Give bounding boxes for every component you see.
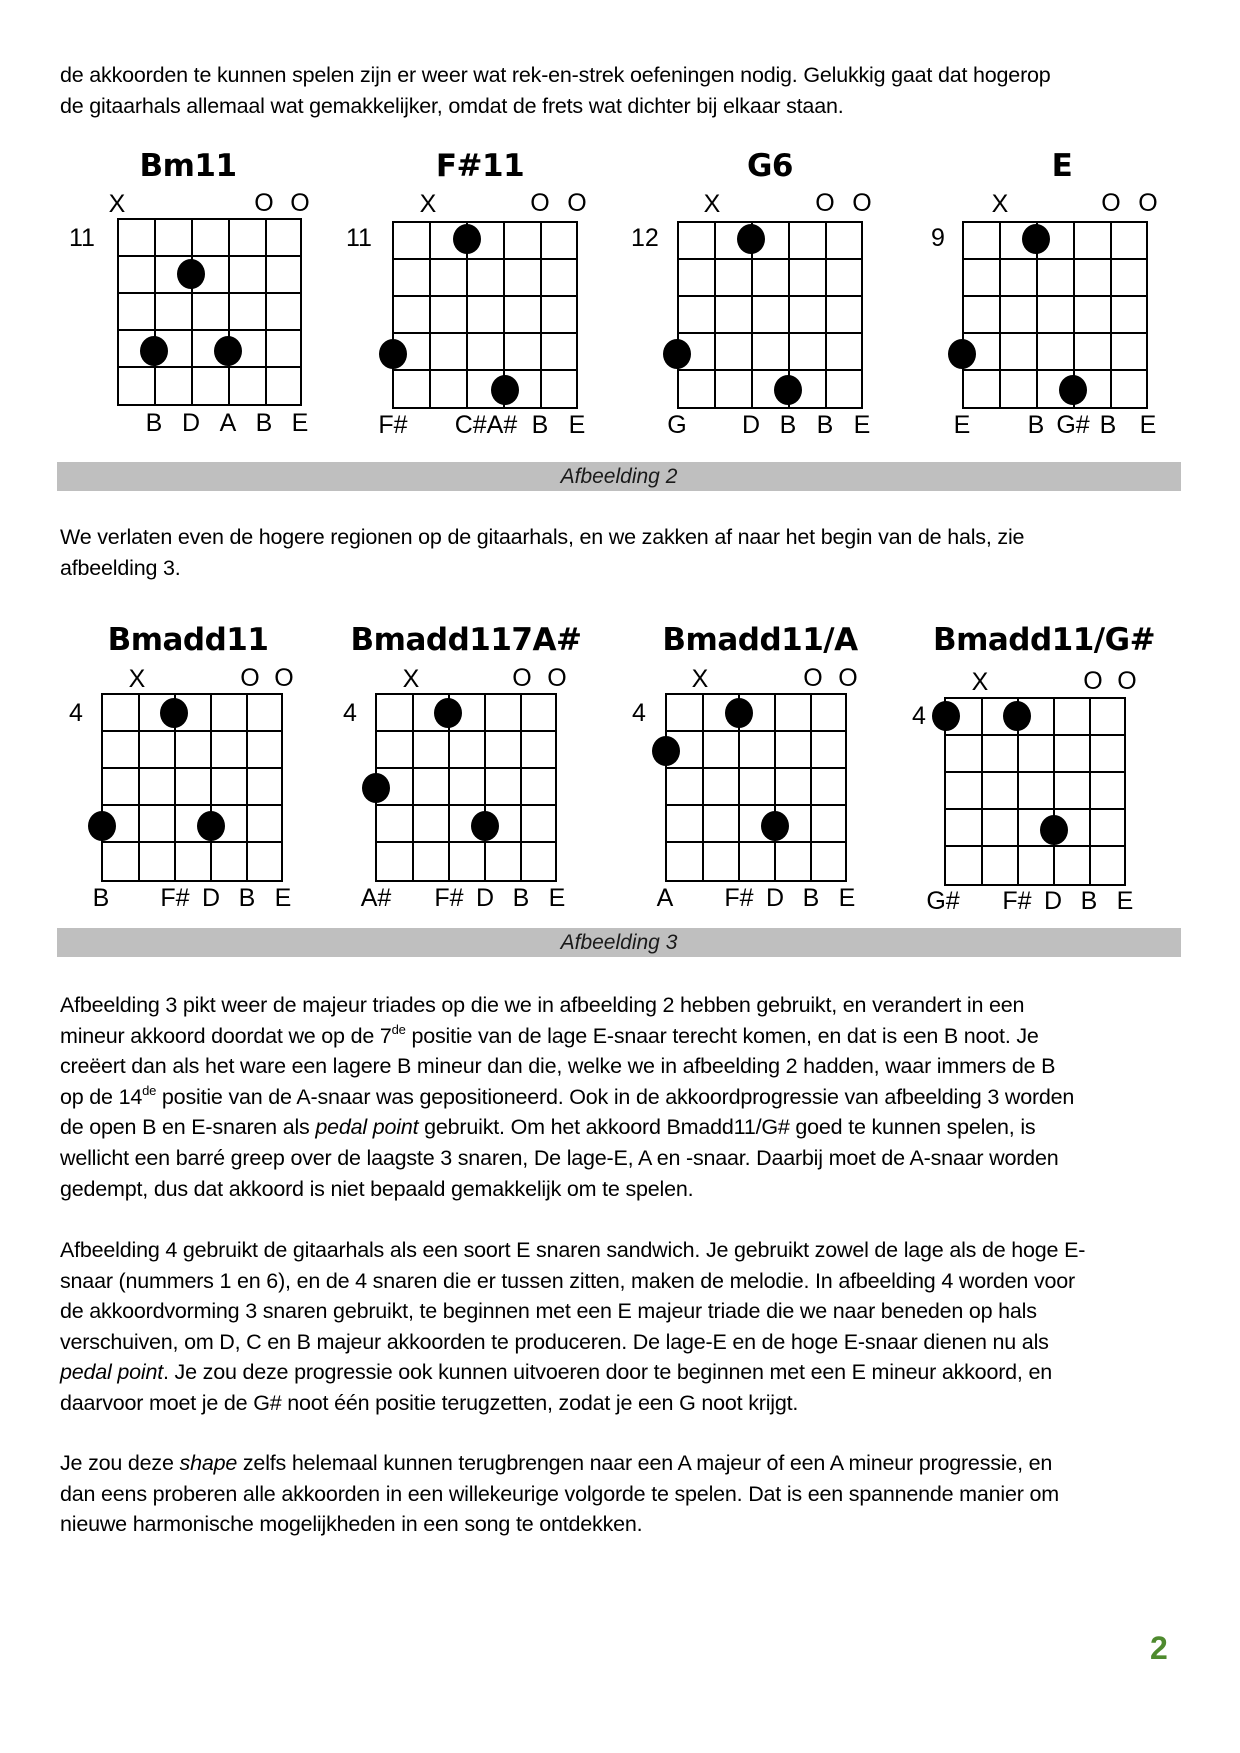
muted-string-marker: X	[419, 190, 437, 218]
open-string-marker: O	[815, 189, 835, 217]
string-note: G	[667, 411, 687, 439]
finger-dot	[932, 701, 960, 731]
fret-position-label: 4	[343, 699, 357, 727]
fretboard-grid	[392, 221, 578, 409]
text-line: gedempt, dus dat akkoord is niet bepaald gemakkelijk om te spelen.	[60, 1176, 694, 1201]
finger-dot	[471, 811, 499, 841]
text-line: op de 14de positie van de A-snaar was gepositioneerd. Ook in de akkoordprogressie van afbeelding 3 worden	[60, 1082, 1075, 1109]
chord-name: Bmadd11/G#	[932, 622, 1156, 658]
open-string-marker: O	[530, 189, 550, 217]
string-note: F#	[434, 884, 464, 912]
text-line: nieuwe harmonische mogelijkheden in een song te ontdekken.	[60, 1512, 643, 1537]
fretboard-grid	[117, 218, 302, 406]
paragraph-3	[60, 990, 1180, 1204]
string-note: E	[838, 884, 856, 912]
text-line: Afbeelding 4 gebruikt de gitaarhals als een soort E snaren sandwich. Je gebruikt zowel de lage als de hoge E-	[60, 1238, 1086, 1262]
string-note: B	[92, 884, 110, 912]
string-note: E	[291, 409, 309, 437]
chord-name: Bmadd117A#	[350, 622, 582, 658]
string-note: B	[145, 409, 163, 437]
text-line: creëert dan als het ware een lagere B mineur dan die, welke we in afbeelding 2 hadden, waar immers de B	[60, 1054, 1056, 1079]
string-note: E	[1116, 887, 1134, 915]
fret-position-label: 4	[69, 699, 83, 727]
string-note: B	[1027, 411, 1045, 439]
finger-dot	[88, 811, 116, 841]
open-string-marker: O	[240, 664, 260, 692]
string-note: A	[656, 884, 674, 912]
open-string-marker: O	[1117, 667, 1137, 695]
fret-position-label: 12	[631, 224, 659, 252]
muted-string-marker: X	[108, 190, 126, 218]
paragraph-2	[60, 522, 1180, 583]
string-note: D	[765, 884, 785, 912]
string-note: F#	[724, 884, 754, 912]
open-string-marker: O	[838, 664, 858, 692]
string-note: A	[219, 409, 237, 437]
string-note: E	[548, 884, 566, 912]
figure-caption: Afbeelding 3	[560, 931, 678, 954]
string-note: D	[475, 884, 495, 912]
paragraph-5	[60, 1448, 1180, 1540]
text-line: de open B en E-snaren als pedal point gebruikt. Om het akkoord Bmadd11/G# goed te kunnen spelen, is	[60, 1115, 1036, 1140]
finger-dot	[737, 224, 765, 254]
figure-caption: Afbeelding 2	[560, 465, 678, 488]
string-note: D	[181, 409, 201, 437]
finger-dot	[948, 339, 976, 369]
string-note: F#	[160, 884, 190, 912]
muted-string-marker: X	[991, 190, 1009, 218]
open-string-marker: O	[512, 664, 532, 692]
chord-name: F#11	[435, 148, 525, 184]
intro-paragraph	[60, 60, 1180, 121]
open-string-marker: O	[274, 664, 294, 692]
string-note: E	[568, 411, 586, 439]
text-line: wellicht een barré greep over de laagste 3 snaren, De lage-E, A en -snaar. Daarbij moet de A-snaar worden	[60, 1145, 1059, 1170]
string-note: B	[255, 409, 273, 437]
string-note: D	[1043, 887, 1063, 915]
string-note: E	[274, 884, 292, 912]
chord-name: E	[1051, 148, 1073, 184]
fret-position-label: 4	[632, 699, 646, 727]
finger-dot	[1040, 815, 1068, 845]
open-string-marker: O	[567, 189, 587, 217]
finger-dot	[214, 336, 242, 366]
figure-caption-bar	[57, 462, 1181, 491]
muted-string-marker: X	[703, 190, 721, 218]
finger-dot	[160, 698, 188, 728]
finger-dot	[725, 698, 753, 728]
finger-dot	[663, 339, 691, 369]
chord-name: Bmadd11	[107, 622, 269, 658]
string-note: B	[238, 884, 256, 912]
finger-dot	[197, 811, 225, 841]
finger-dot	[652, 736, 680, 766]
finger-dot	[140, 336, 168, 366]
fretboard-grid	[665, 693, 847, 882]
string-note: G#	[1056, 411, 1090, 439]
finger-dot	[1003, 701, 1031, 731]
string-note: F#	[1002, 887, 1032, 915]
fretboard-grid	[944, 697, 1126, 886]
text-line: daarvoor moet je de G# noot één positie terugzetten, zodat je een G noot krijgt.	[60, 1390, 799, 1415]
text-line: We verlaten even de hogere regionen op de gitaarhals, en we zakken af naar het begin van de hals, zie	[60, 525, 1025, 549]
muted-string-marker: X	[971, 668, 989, 696]
text-line: Afbeelding 3 pikt weer de majeur triades op die we in afbeelding 2 hebben gebruikt, en verandert in een	[60, 993, 1025, 1017]
finger-dot	[774, 375, 802, 405]
string-note: E	[853, 411, 871, 439]
finger-dot	[761, 811, 789, 841]
string-note: B	[1080, 887, 1098, 915]
open-string-marker: O	[547, 664, 567, 692]
open-string-marker: O	[1138, 189, 1158, 217]
finger-dot	[362, 773, 390, 803]
text-line: pedal point. Je zou deze progressie ook kunnen uitvoeren door te beginnen met een E mineur akkoord, en	[60, 1360, 1052, 1385]
muted-string-marker: X	[128, 665, 146, 693]
open-string-marker: O	[290, 189, 310, 217]
fret-position-label: 9	[931, 224, 945, 252]
string-note: B	[531, 411, 549, 439]
paragraph-4	[60, 1235, 1180, 1419]
text-line: de gitaarhals allemaal wat gemakkelijker, omdat de frets wat dichter bij elkaar staan.	[60, 93, 844, 118]
finger-dot	[1022, 224, 1050, 254]
open-string-marker: O	[1101, 189, 1121, 217]
finger-dot	[491, 375, 519, 405]
string-note: D	[201, 884, 221, 912]
open-string-marker: O	[803, 664, 823, 692]
text-line: verschuiven, om D, C en B majeur akkoorden te produceren. De lage-E en de hoge E-snaar dienen nu als	[60, 1329, 1049, 1354]
string-note: D	[741, 411, 761, 439]
chord-name: G6	[746, 148, 794, 184]
string-note: B	[816, 411, 834, 439]
string-note: F#	[378, 411, 408, 439]
text-line: de akkoordvorming 3 snaren gebruikt, te beginnen met een E majeur triade die we naar beneden op hals	[60, 1299, 1037, 1324]
fretboard-grid	[101, 693, 283, 882]
text-line: dan eens proberen alle akkoorden in een willekeurige volgorde te spelen. Dat is een spannende manier om	[60, 1481, 1059, 1506]
muted-string-marker: X	[402, 665, 420, 693]
open-string-marker: O	[852, 189, 872, 217]
string-note: E	[1139, 411, 1157, 439]
text-line: snaar (nummers 1 en 6), en de 4 snaren die er tussen zitten, maken de melodie. In afbeelding 4 worden voor	[60, 1268, 1075, 1293]
finger-dot	[1059, 375, 1087, 405]
string-note: B	[512, 884, 530, 912]
fret-position-label: 11	[346, 224, 372, 252]
open-string-marker: O	[1083, 667, 1103, 695]
open-string-marker: O	[254, 189, 274, 217]
string-note: C#A#	[454, 411, 518, 439]
string-note: B	[779, 411, 797, 439]
fret-position-label: 11	[69, 224, 95, 252]
string-note: B	[1099, 411, 1117, 439]
text-line: Je zou deze shape zelfs helemaal kunnen terugbrengen naar een A majeur of een A mineur progressie, en	[60, 1451, 1053, 1475]
text-line: de akkoorden te kunnen spelen zijn er weer wat rek-en-strek oefeningen nodig. Gelukkig gaat dat hogerop	[60, 63, 1051, 87]
chord-name: Bmadd11/A	[662, 622, 858, 658]
string-note: G#	[926, 887, 960, 915]
fret-position-label: 4	[912, 702, 926, 730]
fretboard-grid	[962, 221, 1148, 409]
finger-dot	[434, 698, 462, 728]
finger-dot	[177, 259, 205, 289]
figure-caption-bar	[57, 928, 1181, 957]
text-line: mineur akkoord doordat we op de 7de positie van de lage E-snaar terecht komen, en dat is een B noot. Je	[60, 1021, 1039, 1048]
string-note: B	[802, 884, 820, 912]
finger-dot	[453, 224, 481, 254]
muted-string-marker: X	[691, 665, 709, 693]
chord-name: Bm11	[139, 148, 237, 184]
string-note: E	[953, 411, 971, 439]
text-line: afbeelding 3.	[60, 555, 181, 580]
string-note: A#	[360, 884, 392, 912]
fretboard-grid	[375, 693, 557, 882]
page-number: 2	[1150, 1630, 1168, 1666]
fretboard-grid	[677, 221, 863, 409]
finger-dot	[379, 339, 407, 369]
